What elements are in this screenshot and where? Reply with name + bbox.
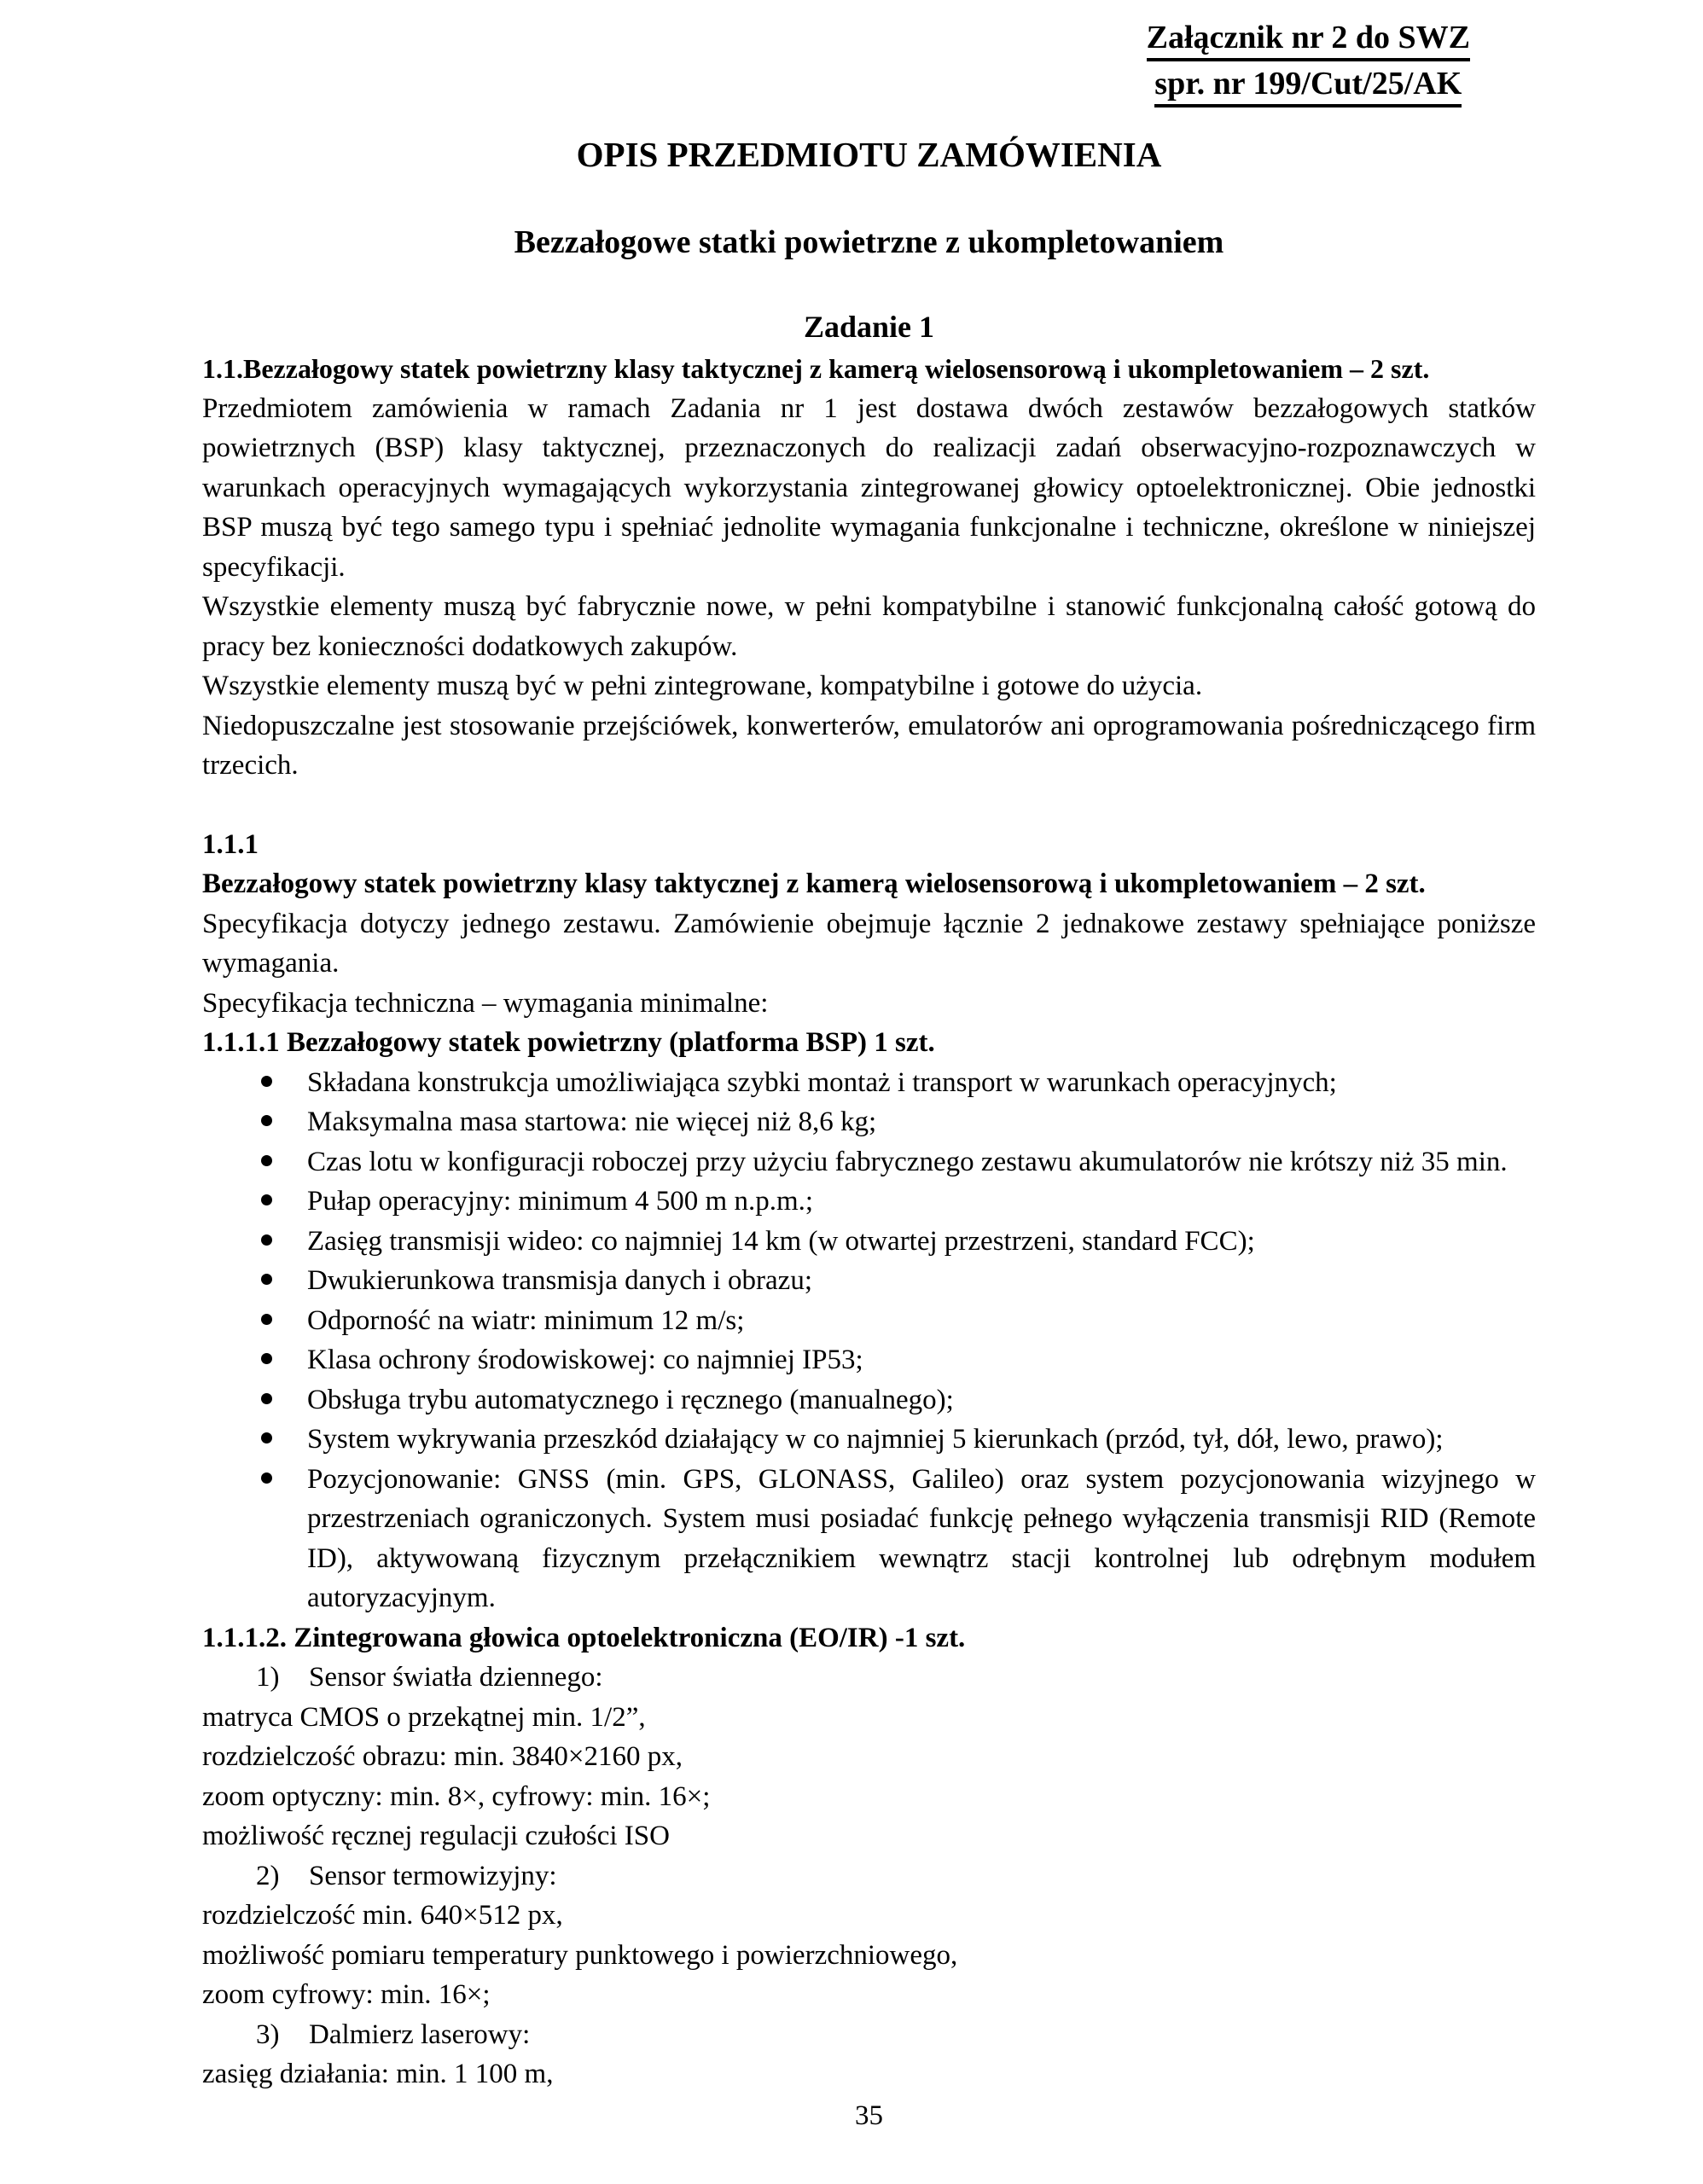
spec-line: matryca CMOS o przekątnej min. 1/2”, bbox=[202, 1701, 646, 1733]
section-1-1-paragraph-2: Wszystkie elementy muszą być fabrycznie nowe, w pełni kompatybilne i stanowić funkcjonalną całość gotową do pracy bez konieczności dodatkowych zakupów. bbox=[202, 591, 1536, 662]
spec-line: rozdzielczość min. 640×512 px, bbox=[202, 1900, 563, 1931]
section-1-1-1-heading: Bezzałogowy statek powietrzny klasy taktycznej z kamerą wielosensorową i ukompletowaniem – 2 szt. bbox=[202, 868, 1426, 899]
page-number: 35 bbox=[855, 2100, 883, 2131]
spec-line: zoom optyczny: min. 8×, cyfrowy: min. 16×; bbox=[202, 1780, 711, 1812]
attachment-note bbox=[1147, 19, 1470, 111]
numbered-item-3 bbox=[202, 2015, 1536, 2055]
section-1-1-heading: 1.1.Bezzałogowy statek powietrzny klasy taktycznej z kamerą wielosensorową i ukompletowaniem – 2 szt. bbox=[202, 353, 1430, 384]
list-item: Obsługa trybu automatycznego i ręcznego (manualnego); bbox=[307, 1380, 1536, 1420]
list-item: Dwukierunkowa transmisja danych i obrazu; bbox=[307, 1261, 1536, 1301]
list-item: System wykrywania przeszkód działający w co najmniej 5 kierunkach (przód, tył, dół, lewo, prawo); bbox=[307, 1420, 1536, 1460]
numbered-item-2 bbox=[202, 1856, 1536, 1896]
section-1-1-1-2-heading: 1.1.1.2. Zintegrowana głowica optoelektroniczna (EO/IR) -1 szt. bbox=[202, 1622, 966, 1653]
section-1-1-1-paragraph-1: Specyfikacja dotyczy jednego zestawu. Zamówienie obejmuje łącznie 2 jednakowe zestawy spełniające poniższe wymagania. bbox=[202, 908, 1536, 979]
document-title: OPIS PRZEDMIOTU ZAMÓWIENIA bbox=[576, 135, 1162, 174]
attachment-note-line2: spr. nr 199/Cut/25/AK bbox=[1154, 65, 1462, 107]
list-item: Zasięg transmisji wideo: co najmniej 14 km (w otwartej przestrzeni, standard FCC); bbox=[307, 1222, 1536, 1262]
spec-line: rozdzielczość obrazu: min. 3840×2160 px, bbox=[202, 1741, 683, 1772]
numbered-item-1-number: 1) bbox=[256, 1662, 280, 1693]
platform-requirements-list bbox=[202, 1063, 1536, 1618]
spec-line: zasięg działania: min. 1 100 m, bbox=[202, 2059, 554, 2089]
numbered-item-3-number: 3) bbox=[256, 2018, 280, 2050]
section-1-1-paragraph-4: Niedopuszczalne jest stosowanie przejściówek, konwerterów, emulatorów ani oprogramowania pośredniczącego firm trzecich. bbox=[202, 710, 1536, 781]
task-heading: Zadanie 1 bbox=[803, 310, 935, 344]
section-1-1-paragraph-3: Wszystkie elementy muszą być w pełni zintegrowane, kompatybilne i gotowe do użycia. bbox=[202, 671, 1203, 701]
section-1-1-1-number: 1.1.1 bbox=[202, 828, 259, 860]
list-item: Składana konstrukcja umożliwiająca szybki montaż i transport w warunkach operacyjnych; bbox=[307, 1063, 1536, 1103]
list-item: Klasa ochrony środowiskowej: co najmniej IP53; bbox=[307, 1340, 1536, 1380]
numbered-item-1 bbox=[202, 1658, 1536, 1698]
numbered-item-2-label: Sensor termowizyjny: bbox=[309, 1860, 557, 1891]
list-item: Czas lotu w konfiguracji roboczej przy użyciu fabrycznego zestawu akumulatorów nie krótszy niż 35 min. bbox=[307, 1142, 1536, 1182]
document-subtitle: Bezzałogowe statki powietrzne z ukompletowaniem bbox=[514, 224, 1224, 260]
spec-line: możliwość ręcznej regulacji czułości ISO bbox=[202, 1821, 670, 1851]
section-1-1-1-1-heading: 1.1.1.1 Bezzałogowy statek powietrzny (platforma BSP) 1 szt. bbox=[202, 1027, 935, 1058]
list-item: Pozycjonowanie: GNSS (min. GPS, GLONASS, Galileo) oraz system pozycjonowania wizyjnego w przestrzeniach ograniczonych. System musi posiadać funkcję pełnego wyłączenia transmisji RID (Remote ID), aktywowaną fizycznym przełącznikiem wewnątrz stacji kontrolnej lub odrębnym modułem autoryzacyjnym. bbox=[307, 1460, 1536, 1618]
attachment-note-line1: Załącznik nr 2 do SWZ bbox=[1147, 19, 1470, 61]
numbered-item-1-label: Sensor światła dziennego: bbox=[309, 1662, 603, 1693]
section-1-1-paragraph-1: Przedmiotem zamówienia w ramach Zadania nr 1 jest dostawa dwóch zestawów bezzałogowych statków powietrznych (BSP) klasy taktycznej, przeznaczonych do realizacji zadań obserwacyjno-rozpoznawczych w warunkach operacyjnych wymagających wykorzystania zintegrowanej głowicy optoelektronicznej. Obie jednostki BSP muszą być tego samego typu i spełniać jednolite wymagania funkcjonalne i techniczne, określone w niniejszej specyfikacji. bbox=[202, 392, 1536, 583]
numbered-item-3-label: Dalmierz laserowy: bbox=[309, 2018, 531, 2050]
spec-line: zoom cyfrowy: min. 16×; bbox=[202, 1979, 491, 2010]
list-item: Pułap operacyjny: minimum 4 500 m n.p.m.; bbox=[307, 1182, 1536, 1222]
section-1-1-1-paragraph-2: Specyfikacja techniczna – wymagania minimalne: bbox=[202, 987, 769, 1019]
list-item: Maksymalna masa startowa: nie więcej niż 8,6 kg; bbox=[307, 1102, 1536, 1142]
list-item: Odporność na wiatr: minimum 12 m/s; bbox=[307, 1301, 1536, 1341]
spec-line: możliwość pomiaru temperatury punktowego i powierzchniowego, bbox=[202, 1939, 958, 1971]
numbered-item-2-number: 2) bbox=[256, 1860, 280, 1891]
